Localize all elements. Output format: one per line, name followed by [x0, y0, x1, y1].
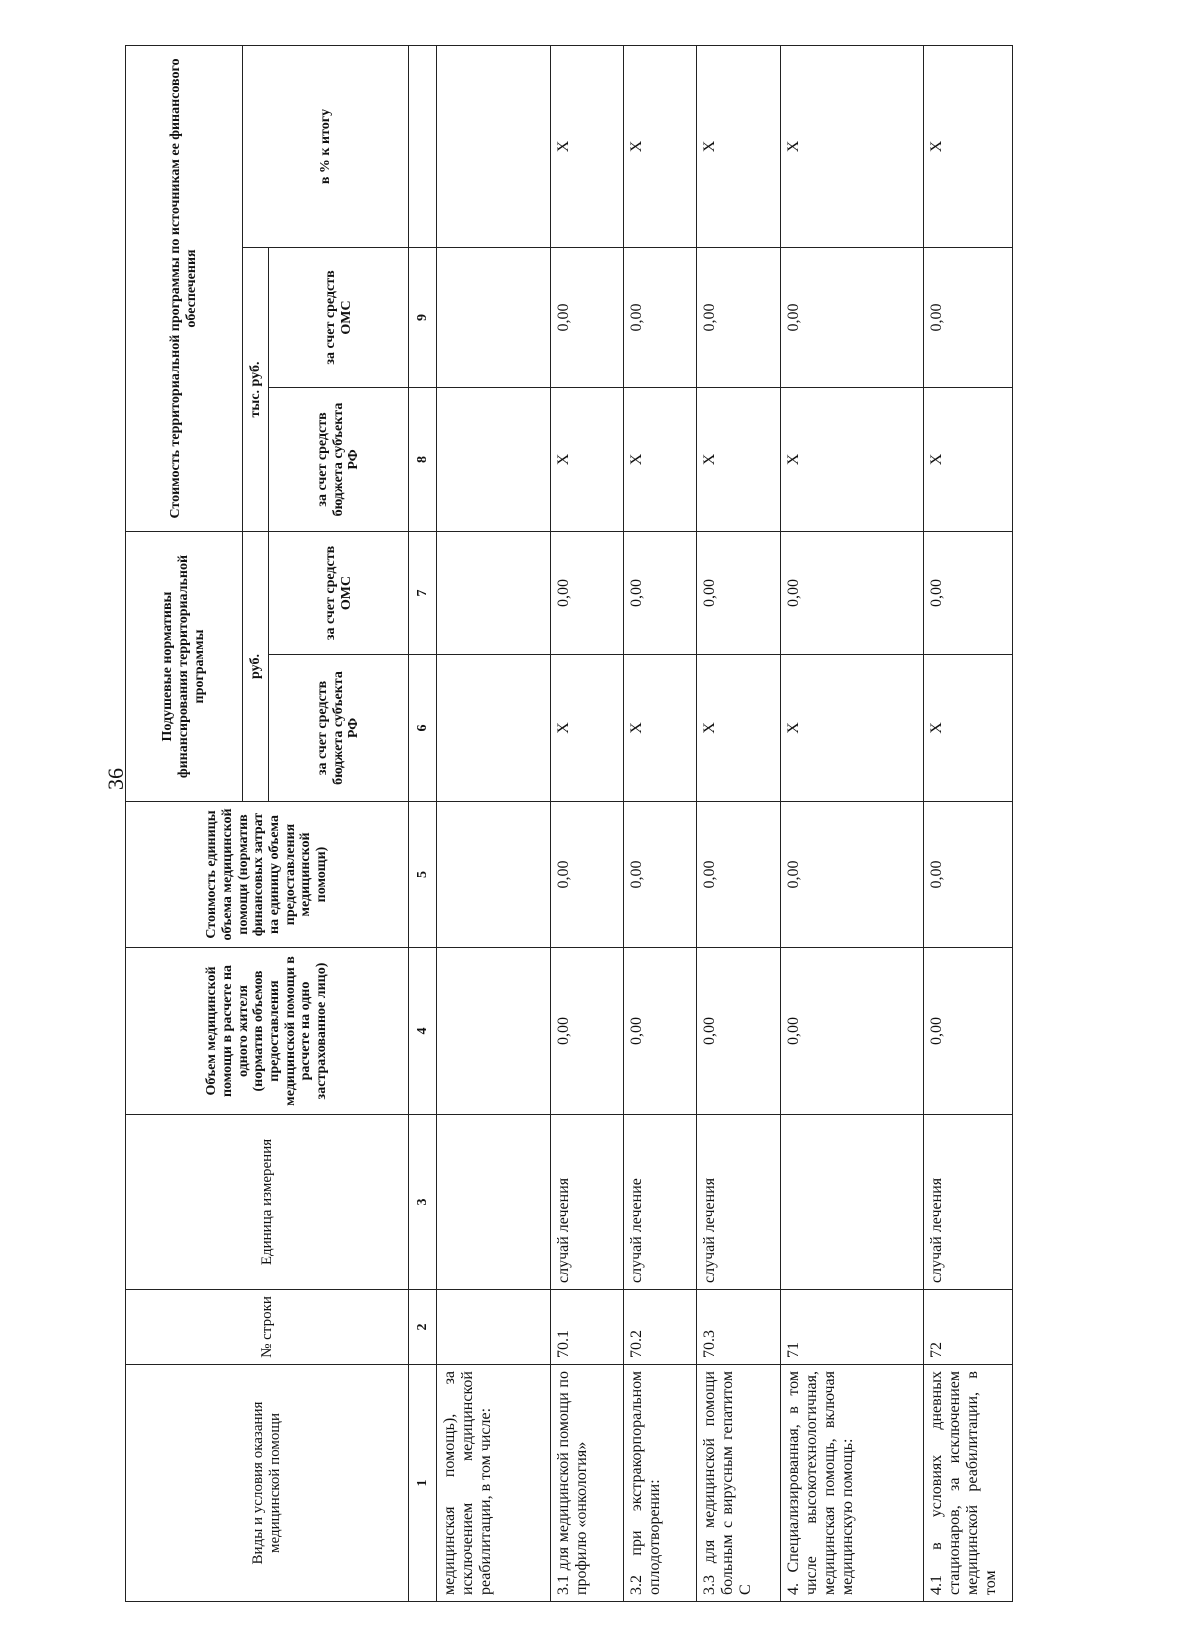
- header-program-cost: Стоимость территориальной программы по источникам ее финансового обеспечения: [126, 45, 243, 531]
- row-description: 3.2 при экстракорпоральном оплодотворении:: [624, 1365, 697, 1602]
- row-norm-oms: 0,00: [624, 532, 697, 655]
- header-row-1: [126, 45, 243, 1601]
- column-number: 3: [409, 1115, 437, 1290]
- header-volume: Объем медицинской помощи в расчете на одного жителя (норматив объемов предоставления медицинской помощи в расчете на одно застрахованное лицо): [126, 948, 409, 1115]
- row-percent: X: [551, 45, 624, 247]
- column-number: 2: [409, 1290, 437, 1365]
- header-cost-budget: за счет средств бюджета субъекта РФ: [269, 388, 409, 532]
- row-cost-budget: X: [697, 388, 781, 532]
- header-norm-oms: за счет средств ОМС: [269, 532, 409, 655]
- row-description: 4.1 в условиях дневных стационаров, за исключением медицинской реабилитации, в том: [924, 1365, 1013, 1602]
- row-unit: случай лечения: [697, 1115, 781, 1290]
- header-line-number: № строки: [126, 1290, 409, 1365]
- table-row: [437, 45, 551, 1601]
- header-unit-cost: Стоимость единицы объема медицинской помощи (норматив финансовых затрат на единицу объема предоставления медицинской помощи): [126, 802, 409, 948]
- row-volume: [437, 948, 551, 1115]
- table-row: [781, 45, 924, 1601]
- row-unit: случай лечения: [924, 1115, 1013, 1290]
- column-number: 5: [409, 802, 437, 948]
- row-description: 3.3 для медицинской помощи больным с вирусным гепатитом С: [697, 1365, 781, 1602]
- row-volume: 0,00: [781, 948, 924, 1115]
- row-cost-oms: [437, 248, 551, 388]
- row-unit-cost: 0,00: [697, 802, 781, 948]
- row-norm-oms: [437, 532, 551, 655]
- row-line-number: [437, 1290, 551, 1365]
- row-volume: 0,00: [624, 948, 697, 1115]
- row-line-number: 70.3: [697, 1290, 781, 1365]
- row-line-number: 70.1: [551, 1290, 624, 1365]
- row-description: медицинская помощь), за исключением медицинской реабилитации, в том числе:: [437, 1365, 551, 1602]
- header-norm-budget: за счет средств бюджета субъекта РФ: [269, 655, 409, 802]
- row-norm-oms: 0,00: [781, 532, 924, 655]
- row-cost-oms: 0,00: [924, 248, 1013, 388]
- row-unit-cost: 0,00: [924, 802, 1013, 948]
- financing-table: [125, 45, 1013, 1602]
- column-number: 1: [409, 1365, 437, 1602]
- row-percent: X: [624, 45, 697, 247]
- header-cost-oms: за счет средств ОМС: [269, 248, 409, 388]
- table-row: [924, 45, 1013, 1601]
- column-number: 8: [409, 388, 437, 532]
- row-unit: [781, 1115, 924, 1290]
- table-row: [551, 45, 624, 1601]
- row-percent: X: [781, 45, 924, 247]
- row-volume: 0,00: [924, 948, 1013, 1115]
- row-unit-cost: [437, 802, 551, 948]
- header-kinds: Виды и условия оказания медицинской помощи: [126, 1365, 409, 1602]
- header-percent: в % к итогу: [243, 45, 409, 247]
- row-line-number: 70.2: [624, 1290, 697, 1365]
- column-number: 7: [409, 532, 437, 655]
- column-number: 6: [409, 655, 437, 802]
- row-unit: случай лечение: [624, 1115, 697, 1290]
- row-unit-cost: 0,00: [781, 802, 924, 948]
- row-percent: [437, 45, 551, 247]
- column-number: [409, 45, 437, 247]
- row-cost-oms: 0,00: [781, 248, 924, 388]
- page-number: 36: [103, 768, 128, 790]
- row-description: 3.1 для медицинской помощи по профилю «онкология»: [551, 1365, 624, 1602]
- row-line-number: 71: [781, 1290, 924, 1365]
- row-norm-budget: [437, 655, 551, 802]
- row-percent: X: [697, 45, 781, 247]
- row-cost-budget: [437, 388, 551, 532]
- header-per-capita-norms: Подушевые нормативы финансирования территориальной программы: [126, 532, 243, 802]
- row-cost-oms: 0,00: [624, 248, 697, 388]
- row-unit-cost: 0,00: [624, 802, 697, 948]
- row-percent: X: [924, 45, 1013, 247]
- column-numbers-row: [409, 45, 437, 1601]
- row-norm-budget: X: [551, 655, 624, 802]
- row-cost-oms: 0,00: [697, 248, 781, 388]
- row-description: 4. Специализированная, в том числе высокотехнологичная, медицинская помощь, включая медицинскую помощь:: [781, 1365, 924, 1602]
- rotated-table-container: [125, 46, 1012, 1602]
- row-norm-budget: X: [924, 655, 1013, 802]
- row-cost-oms: 0,00: [551, 248, 624, 388]
- column-number: 9: [409, 248, 437, 388]
- table-row: [697, 45, 781, 1601]
- row-unit-cost: 0,00: [551, 802, 624, 948]
- row-cost-budget: X: [924, 388, 1013, 532]
- row-norm-budget: X: [697, 655, 781, 802]
- row-norm-budget: X: [624, 655, 697, 802]
- row-unit: случай лечения: [551, 1115, 624, 1290]
- row-cost-budget: X: [781, 388, 924, 532]
- row-norm-oms: 0,00: [551, 532, 624, 655]
- column-number: 4: [409, 948, 437, 1115]
- row-unit: [437, 1115, 551, 1290]
- row-line-number: 72: [924, 1290, 1013, 1365]
- row-norm-oms: 0,00: [924, 532, 1013, 655]
- row-norm-oms: 0,00: [697, 532, 781, 655]
- row-volume: 0,00: [551, 948, 624, 1115]
- row-volume: 0,00: [697, 948, 781, 1115]
- table-row: [624, 45, 697, 1601]
- header-unit-rub: руб.: [243, 532, 269, 802]
- row-cost-budget: X: [624, 388, 697, 532]
- row-norm-budget: X: [781, 655, 924, 802]
- header-unit: Единица измерения: [126, 1115, 409, 1290]
- header-unit-thous-rub: тыс. руб.: [243, 248, 269, 532]
- row-cost-budget: X: [551, 388, 624, 532]
